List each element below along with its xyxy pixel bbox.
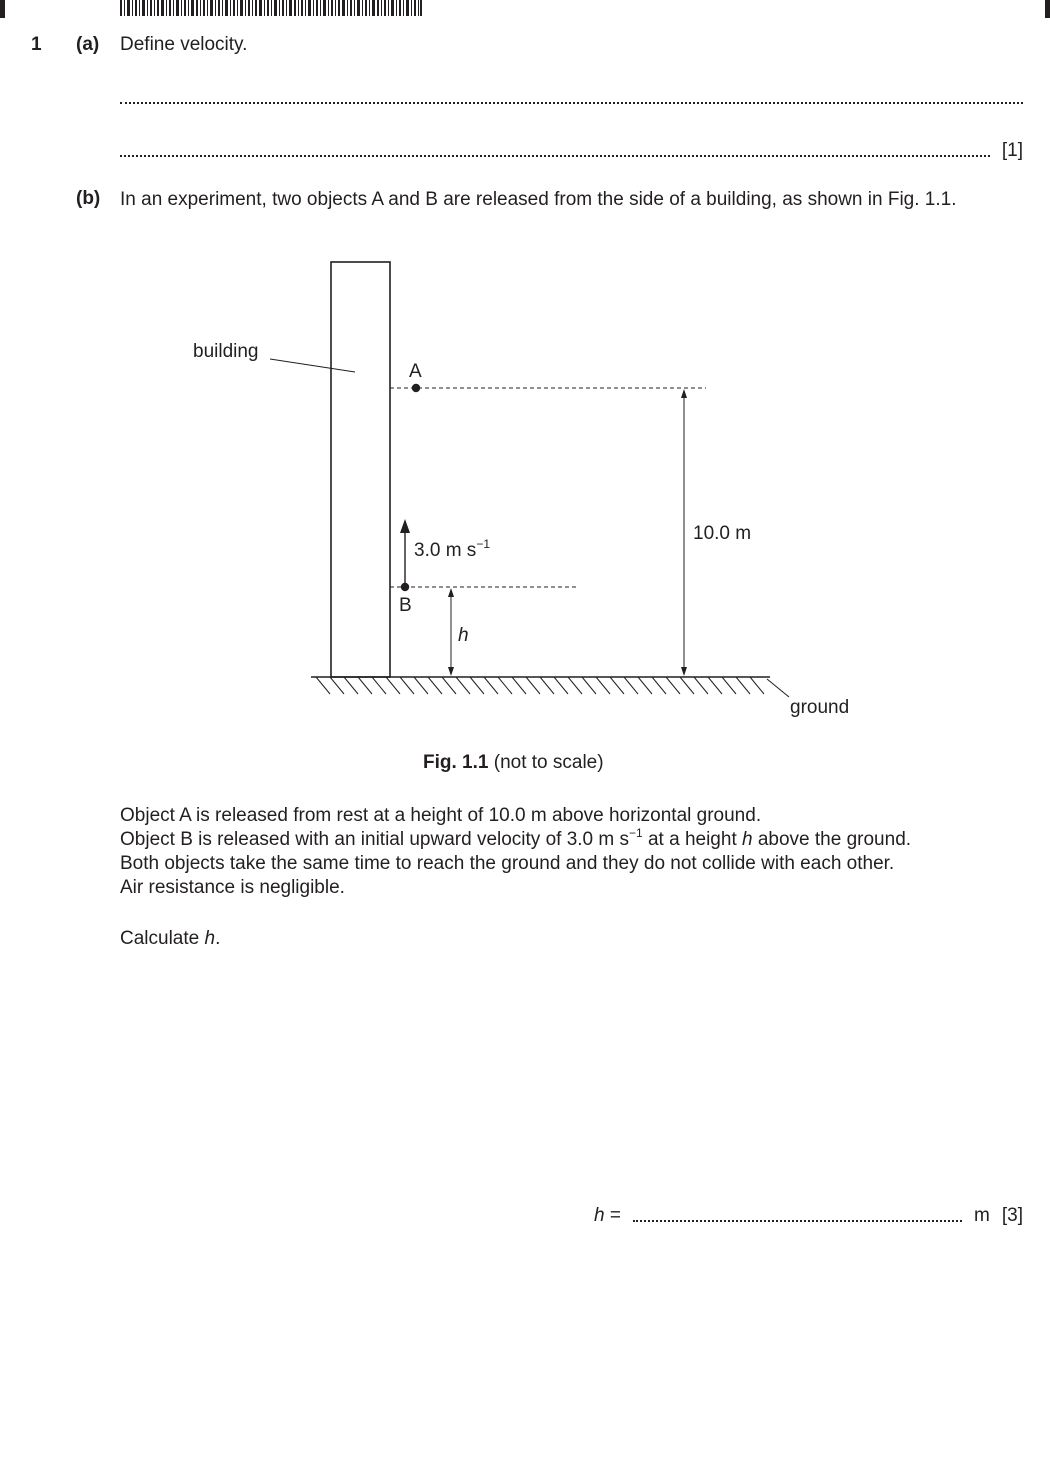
label-height: 10.0 m (693, 523, 752, 544)
part-b-marks: [3] (1001, 1205, 1023, 1226)
figure-caption: Fig. 1.1 (not to scale) (423, 752, 604, 773)
part-b-label: (b) (76, 188, 101, 209)
object-a-dot (412, 384, 420, 392)
para-line-4: Air resistance is negligible. (120, 877, 345, 898)
object-b-dot (401, 583, 409, 591)
para-line-1: Object A is released from rest at a height of 10.0 m above horizontal ground. (120, 805, 762, 826)
answer-h-prefix: h = (594, 1205, 621, 1226)
label-ground: ground (790, 697, 850, 718)
velocity-arrow-head (400, 519, 410, 533)
part-b-intro: In an experiment, two objects A and B are released from the side of a building, as shown in Fig. 1.1. (120, 189, 957, 210)
part-a-prompt: Define velocity. (120, 34, 248, 55)
part-a-label: (a) (76, 34, 100, 55)
calculate-prompt: Calculate h. (120, 928, 221, 949)
ground-leader (767, 679, 789, 697)
label-h: h (458, 625, 469, 646)
label-b: B (399, 595, 412, 616)
answer-h-unit: m (974, 1205, 990, 1226)
answer-h-line[interactable] (594, 1203, 1023, 1227)
building-shape (331, 262, 390, 677)
question-number: 1 (31, 34, 42, 55)
para-line-2: Object B is released with an initial upward velocity of 3.0 m $s^{-1}$ at a height h above the ground. (120, 826, 912, 850)
building-leader (270, 359, 355, 372)
label-velocity: 3.0 m $s^{-1}$ (414, 537, 490, 561)
part-a-marks: [1] (1001, 140, 1023, 161)
ground-hatching (316, 677, 764, 694)
label-a: A (409, 361, 422, 382)
label-building: building (193, 341, 259, 362)
para-line-3: Both objects take the same time to reach the ground and they do not collide with each other. (120, 853, 895, 874)
